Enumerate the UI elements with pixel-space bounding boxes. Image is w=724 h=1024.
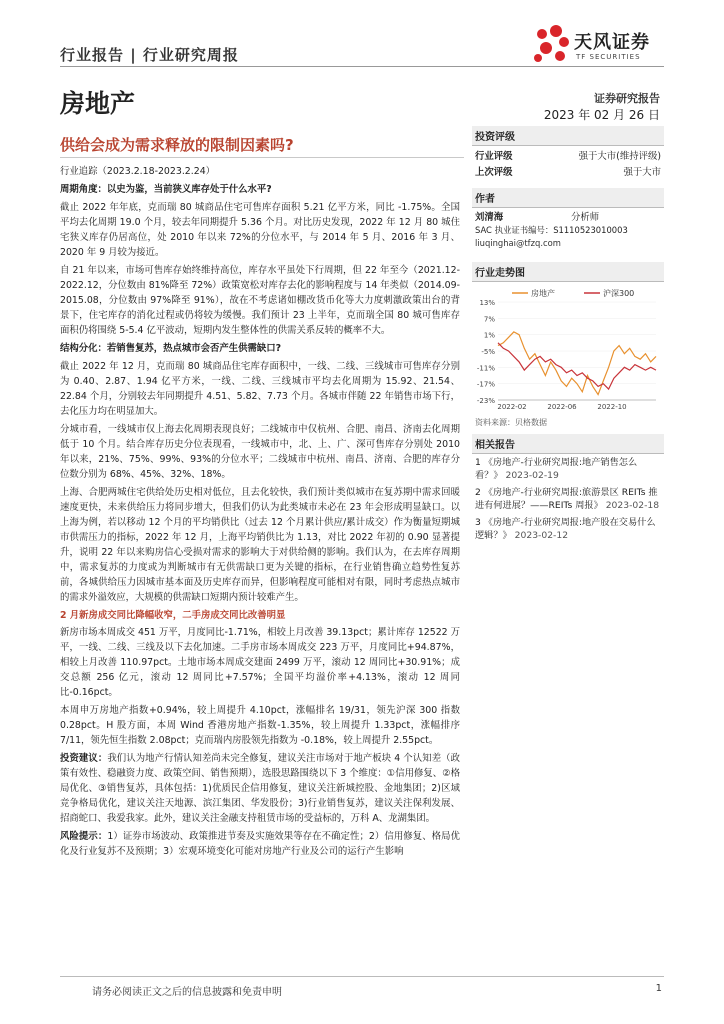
report-date: 2023 年 02 月 26 日 [543, 108, 660, 122]
logo-en-text: TF SECURITIES [576, 53, 641, 61]
chart-source: 资料来源：贝格数据 [475, 418, 547, 427]
report-category: 行业报告 | 行业研究周报 [60, 46, 239, 64]
trend-section [472, 262, 664, 428]
related-report-item[interactable]: 1 《房地产-行业研究周报:地产销售怎么看？》 2023-02-19 [475, 457, 638, 481]
series-line [498, 343, 656, 389]
tf-logo-icon [530, 24, 572, 66]
x-tick-label: 2022-10 [597, 403, 627, 411]
analyst-name: 刘清海 [475, 212, 504, 223]
author-heading: 作者 [472, 188, 664, 208]
trend-heading: 行业走势图 [472, 262, 664, 282]
y-tick-label: 1% [483, 331, 495, 340]
paragraph: 上海、合肥两城住宅供给处历史相对低位，且去化较快，我们预计类似城市在复苏期中需求回暖速度更快，未来供给压力将同步增大，但我们仍认为此类城市未必在 23 年会形成明显缺口。以上海为例，若以移动 12 个月的平均销供比（过去 12 个月累计供应/累计成交）作为衡量短期城市供需压力的指标，2022 年 12 月，上海平均销供比为 1.13，对比 2022 年初的 0.90 显著提升，说明 22 年以来购房信心受损对需求的影响大于对供给侧的影响。我们认为，在去库存周期中，需求复苏的力度或为判断城市有无供需缺口更为关键的指标，在行业销售确立趋势性复苏前，各城供给压力因城市基本面及历史库存而异，但影响程度可能相对有限，同时考虑热点城市的需求外溢效应，大规模的供需缺口短期内预计较难产生。 [60, 487, 460, 603]
y-tick-label: -17% [476, 380, 495, 389]
industry-title: 房地产 [60, 89, 136, 118]
rating-heading: 投资评级 [472, 126, 664, 146]
risk-text: 1）证券市场波动、政策推进节奏及实施效果等存在不确定性；2）信用修复、格局优化及行业复苏不及预期；3）宏观环境变化可能对房地产行业及公司的运行产生影响 [60, 831, 460, 857]
paragraph: 分城市看，一线城市仅上海去化周期表现良好；二线城市中仅杭州、合肥、南昌、济南去化周期低于 10 个月。结合库存历史分位表现看，一线城市中，北、上、广、深可售库存分别处 2010 年以来，21%、75%、99%、93%的分位水平；二线城市中杭州、南昌、济南、合肥的库存分位数分别为 68%、45%、32%、18%。 [60, 424, 460, 480]
section-heading-structure: 结构分化：若销售复苏，热点城市会否产生供需缺口? [60, 343, 282, 354]
analyst-email[interactable]: liuqinghai@tfzq.com [475, 238, 561, 248]
investment-advice [60, 751, 460, 826]
previous-rating-row [472, 162, 664, 178]
header-divider [60, 66, 664, 67]
y-tick-label: -5% [481, 348, 495, 356]
y-tick-label: 7% [483, 315, 495, 324]
paragraph: 本周申万房地产指数+0.94%，较上周提升 4.10pct，涨幅排名 19/31，领先沪深 300 指数 0.28pct。H 股方面，本周 Wind 香港房地产指数-1.35%，较上周提升 1.33pct，涨幅排序 7/11，领先恒生指数 2.08pct；克而瑞内房股领先指数为 -0.18%，较上周提升 2.55pct。 [60, 705, 460, 746]
section-heading-transactions: 2 月新房成交同比降幅收窄，二手房成交同比改善明显 [60, 610, 286, 621]
related-heading: 相关报告 [472, 434, 664, 454]
paragraph: 新房市场本周成交 451 万平，月度同比-1.71%，相较上月改善 39.13pct；累计库存 12522 万平，一线、二线、三线及以下去化加速。二手房市场本周成交 223 万平，月度同比+94.87%，相较上月改善 110.97pct。土地市场本周成交建面 2499 万平，滚动 12 周同比+30.91%；成交总额 256 亿元，滚动 12 周同比+7.57%；全国平均溢价率+4.13%，滚动 12 周同比-0.16pct。 [60, 627, 460, 698]
company-logo [530, 22, 670, 72]
related-reports-section [472, 434, 664, 546]
legend-label: 房地产 [531, 289, 555, 298]
x-tick-label: 2022-02 [497, 403, 527, 411]
disclaimer-link[interactable]: 请务必阅读正文之后的信息披露和免责申明 [92, 987, 282, 998]
prev-rating-value: 强于大市 [623, 167, 661, 178]
title-divider [60, 157, 464, 158]
rating-section [472, 126, 664, 178]
footer-divider [60, 976, 664, 977]
author-section [472, 188, 664, 250]
report-title: 供给会成为需求释放的限制因素吗? [60, 136, 294, 154]
risk-heading: 风险提示： [60, 831, 108, 842]
main-content [60, 164, 460, 862]
y-tick-label: -23% [476, 397, 495, 405]
y-tick-label: -11% [476, 364, 495, 373]
risk-warning [60, 829, 460, 859]
logo-cn-text: 天风证券 [574, 32, 650, 53]
page-number: 1 [655, 983, 662, 994]
x-tick-label: 2022-06 [547, 403, 577, 411]
tracking-period: 行业追踪（2023.2.18-2023.2.24） [60, 166, 216, 177]
legend-label: 沪深300 [603, 289, 635, 298]
section-heading-cycle: 周期角度：以史为鉴，当前狭义库存处于什么水平? [60, 184, 272, 195]
paragraph: 自 21 年以来，市场可售库存始终维持高位，库存水平虽处下行周期，但 22 年至今（2021.12-2022.12，分位数由 81%降至 72%）政策宽松对库存去化的影响程度与 14 年类似（2014.09-2015.08，分位数由 97%降至 91%），故在不考虑诸如棚改货币化等大力度刺激政策出台的背景下，住宅库存的消化过程或仍将较为缓慢。我们预计 23 上半年，克而瑞全国 80 城可售库存面积仍将围绕 5-5.4 亿平波动，短期内发生整体性的供需关系反转的概率不大。 [60, 265, 460, 336]
sac-number: SAC 执业证书编号：S1110523010003 [475, 225, 628, 235]
related-report-item[interactable]: 3 《房地产-行业研究周报:地产股在交易什么逻辑？》 2023-02-12 [475, 517, 656, 541]
investment-text: 我们认为地产行情认知差尚未完全修复，建议关注市场对于地产板块 4 个认知差（政策有效性、稳融资力度、政策空间、销售预期），选股思路围绕以下 3 个维度：①信用修复、②格局优化、③销售复苏，具体包括：1)优质民企信用修复，建议关注新城控股、金地集团；2)区域竞争格局优化，建议关注天地源、滨江集团、华发股份；3)行业销售复苏，建议关注保利发展、招商蛇口、我爱我家。此外，建议关注金融支持租赁市场的受益标的，万科 A、龙湖集团。 [60, 753, 460, 824]
paragraph: 截止 2022 年 12 月，克而瑞 80 城商品住宅库存面积中，一线、二线、三线城市可售库存分别为 0.40、2.87、1.94 亿平方米，一线、二线、三线城市平均去化周期为 15.92、21.54、22.84 个月，分别较去年同期提升 4.51、5.82、7.73 个月。各城市伴随 22 年销售市场下行，去化压力均在明显加大。 [60, 361, 460, 417]
series-line [498, 332, 656, 395]
prev-rating-label: 上次评级 [475, 167, 513, 178]
y-tick-label: 13% [479, 299, 495, 307]
investment-heading: 投资建议： [60, 753, 108, 764]
report-type: 证券研究报告 [594, 92, 660, 105]
rating-value: 强于大市(维持评级) [578, 151, 661, 162]
rating-label: 行业评级 [475, 151, 513, 162]
related-report-item[interactable]: 2 《房地产-行业研究周报:旅游景区 REITs 推进有何进展？——REITs 周报》 2023-02-18 [475, 487, 660, 511]
industry-trend-chart [472, 282, 664, 414]
industry-rating-row [472, 146, 664, 162]
paragraph: 截止 2022 年年底，克而瑞 80 城商品住宅可售库存面积 5.21 亿平方米，同比 -1.75%。全国平均去化周期 19.0 个月，较去年同期提升 5.36 个月。对比历史发现，2022 年 12 月 80 城住宅狭义库存仍居高位，处 2010 年以来 72%的分位水平，与 2014 年 5 月、2016 年 3 月、2020 年 9 月较为接近。 [60, 202, 460, 258]
analyst-info [472, 208, 664, 250]
analyst-role: 分析师 [571, 212, 600, 223]
